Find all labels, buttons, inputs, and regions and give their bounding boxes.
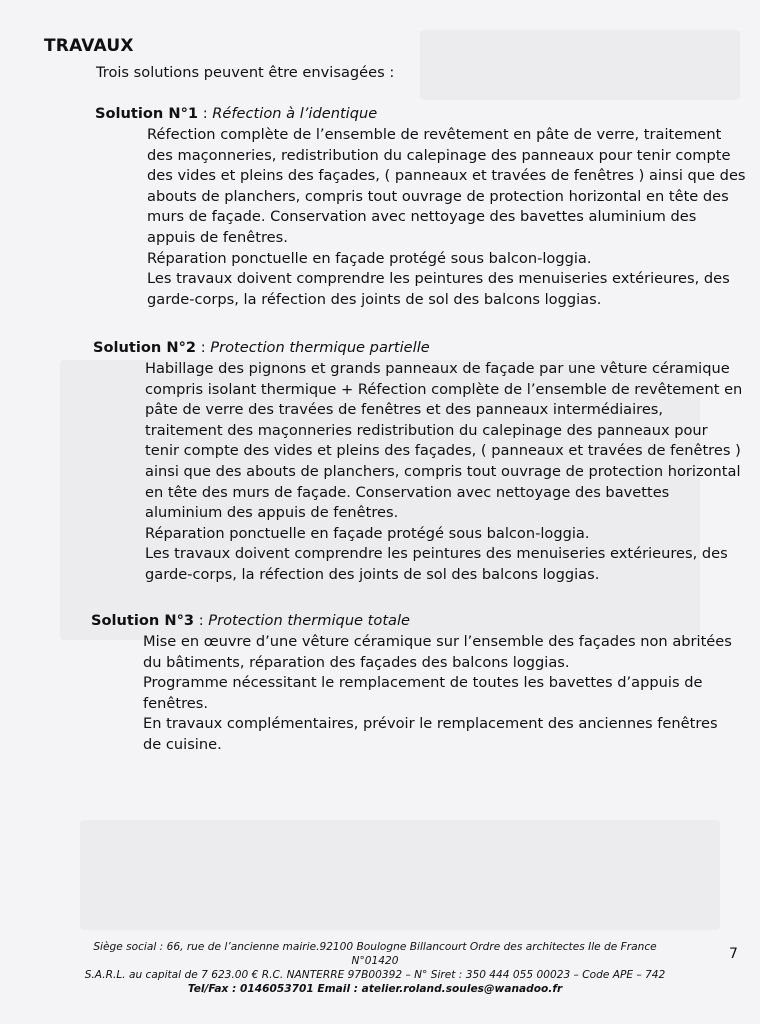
solution-title: [91, 611, 741, 631]
solution-3: [91, 611, 741, 756]
solution-subtitle: Protection thermique partielle: [210, 339, 430, 356]
solution-body: [145, 359, 745, 586]
solution-paragraph: Les travaux doivent comprendre les peintures des menuiseries extérieures, des garde-corps, la réfection des joints de sol des balcons loggias.: [147, 270, 730, 308]
footer-address: Siège social : 66, rue de l’ancienne mairie.92100 Boulogne Billancourt Ordre des architectes Ile de France N°01420: [93, 941, 657, 967]
solution-paragraph: En travaux complémentaires, prévoir le remplacement des anciennes fenêtres de cuisine.: [143, 715, 718, 753]
footer-registration: S.A.R.L. au capital de 7 623.00 € R.C. NANTERRE 97B00392 – N° Siret : 350 444 055 00023 – Code APE – 742: [84, 969, 666, 981]
solution-paragraph: Mise en œuvre d’une vêture céramique sur l’ensemble des façades non abritées du bâtiments, réparation des façades des balcons loggias.: [143, 633, 732, 671]
solution-paragraph: Réfection complète de l’ensemble de revêtement en pâte de verre, traitement des maçonneries, redistribution du calepinage des panneaux pour tenir compte des vides et pleins des façades, ( panneaux et travées de fenêtres ) ainsi que des abouts de planchers, compris tout ouvrage de protection horizontal en tête des murs de façade. Conservation avec nettoyage des bavettes aluminium des appuis de fenêtres.: [147, 126, 746, 246]
page-number: 7: [729, 946, 738, 962]
solution-paragraph: Réparation ponctuelle en façade protégé sous balcon-loggia.: [147, 249, 592, 267]
intro-text: Trois solutions peuvent être envisagées :: [96, 64, 395, 81]
solution-separator: :: [198, 105, 213, 122]
solution-paragraph: Programme nécessitant le remplacement de toutes les bavettes d’appuis de fenêtres.: [143, 674, 703, 712]
section-heading: TRAVAUX: [44, 36, 134, 56]
solution-2: [93, 338, 745, 586]
solution-subtitle: Protection thermique totale: [208, 612, 411, 629]
solution-separator: :: [194, 612, 209, 629]
solution-body: [147, 125, 747, 310]
solution-body: [143, 632, 733, 756]
solution-paragraph: Réparation ponctuelle en façade protégé sous balcon-loggia.: [145, 524, 590, 542]
solution-label: Solution N°1: [95, 105, 199, 122]
solution-label: Solution N°3: [91, 612, 195, 629]
solution-title: [95, 104, 745, 124]
solution-separator: :: [196, 339, 211, 356]
solution-paragraph: Habillage des pignons et grands panneaux de façade par une vêture céramique compris isolant thermique + Réfection complète de l’ensemble de revêtement en pâte de verre des travées de fenêtres et des panneaux intermédiaires, traitement des maçonneries redistribution du calepinage des panneaux pour tenir compte des vides et pleins des façades, ( panneaux et travées de fenêtres ) ainsi que des abouts de planchers, compris tout ouvrage de protection horizontal en tête des murs de façade. Conservation avec nettoyage des bavettes aluminium des appuis de fenêtres.: [145, 360, 743, 522]
solution-paragraph: Les travaux doivent comprendre les peintures des menuiseries extérieures, des garde-corps, la réfection des joints de sol des balcons loggias.: [145, 545, 728, 583]
page-footer: [70, 940, 680, 996]
solution-1: [95, 104, 745, 310]
solution-subtitle: Réfection à l’identique: [212, 105, 378, 122]
solution-label: Solution N°2: [93, 339, 197, 356]
footer-contact: Tel/Fax : 0146053701 Email : atelier.roland.soules@wanadoo.fr: [187, 983, 563, 995]
solution-title: [93, 338, 745, 358]
